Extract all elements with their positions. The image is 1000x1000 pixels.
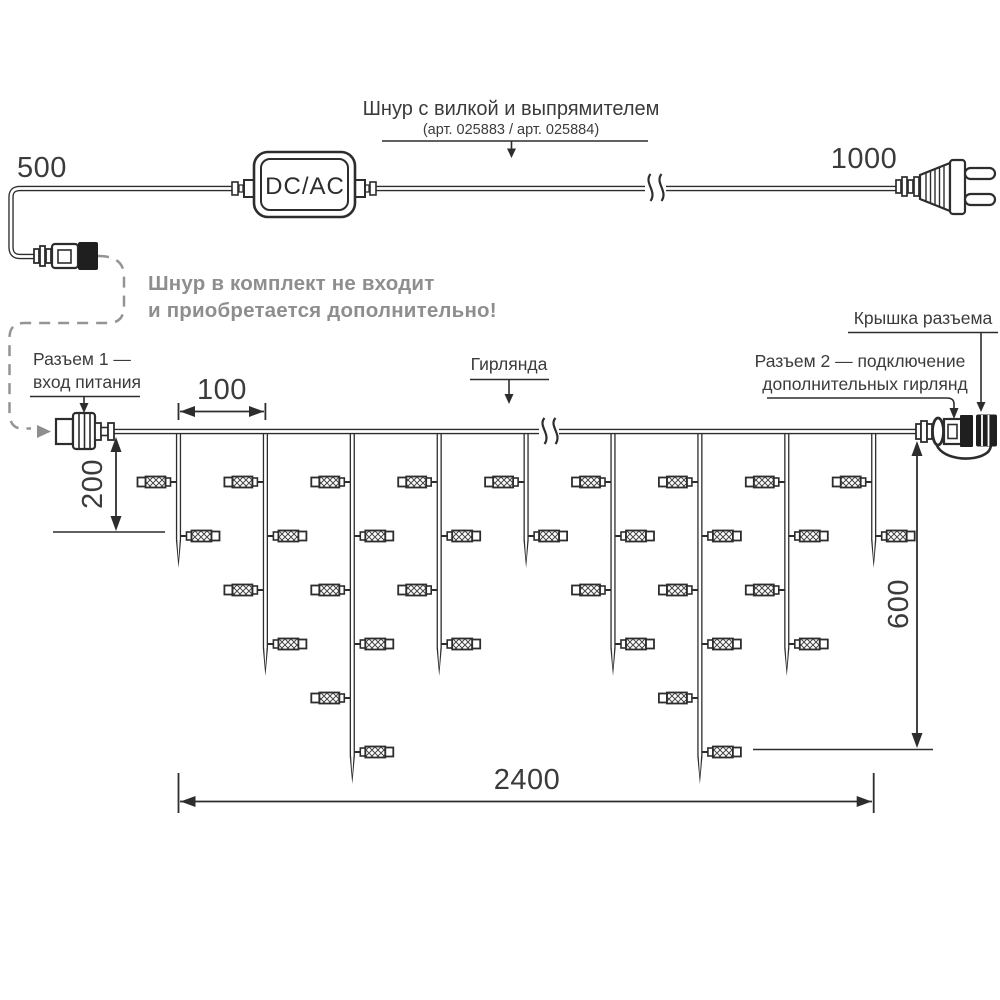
lamp-icon bbox=[572, 477, 611, 488]
lamp-icon bbox=[311, 477, 350, 488]
lamp-icon bbox=[789, 531, 828, 542]
lamp-icon bbox=[311, 585, 350, 596]
lamp-icon bbox=[354, 639, 393, 650]
garland-drop bbox=[572, 430, 654, 676]
lamp-icon bbox=[789, 639, 828, 650]
cord-output-connector bbox=[34, 242, 98, 270]
lamp-icon bbox=[615, 639, 654, 650]
garland-wire bbox=[113, 418, 920, 444]
lamp-icon bbox=[224, 585, 263, 596]
svg-text:100: 100 bbox=[197, 374, 247, 406]
lamp-icon bbox=[441, 531, 480, 542]
connector1 bbox=[56, 413, 114, 449]
lamp-icon bbox=[354, 531, 393, 542]
lamp-icon bbox=[659, 477, 698, 488]
cord-article: (арт. 025883 / арт. 025884) bbox=[422, 122, 600, 138]
garland-callout bbox=[470, 354, 549, 404]
svg-text:200: 200 bbox=[77, 459, 109, 509]
garland-drop bbox=[659, 430, 741, 784]
connector2-label-line1: Разъем 2 — подключение bbox=[754, 351, 966, 371]
lamp-icon bbox=[267, 531, 306, 542]
dashed-connection-path bbox=[10, 256, 125, 438]
lamp-icon bbox=[441, 639, 480, 650]
lamp-icon bbox=[746, 585, 785, 596]
lamp-icon bbox=[876, 531, 915, 542]
wire-break-icon bbox=[648, 174, 663, 201]
dim-1000: 1000 bbox=[830, 143, 898, 175]
garland-drop bbox=[138, 430, 220, 568]
connector1-label-line2: вход питания bbox=[33, 372, 141, 392]
lamp-icon bbox=[354, 747, 393, 758]
lamp-icon bbox=[702, 747, 741, 758]
dim-2400 bbox=[179, 764, 874, 813]
gray-arrow-icon bbox=[37, 425, 51, 438]
note-line2: и приобретается дополнительно! bbox=[148, 299, 497, 322]
lamp-icon bbox=[572, 585, 611, 596]
lamp-icon bbox=[398, 477, 437, 488]
cord-title-callout bbox=[363, 98, 660, 158]
dim-500: 500 bbox=[17, 152, 67, 184]
power-cord bbox=[11, 98, 995, 270]
cord-title: Шнур с вилкой и выпрямителем bbox=[362, 98, 660, 120]
lamp-icon bbox=[702, 639, 741, 650]
lamp-icon bbox=[702, 531, 741, 542]
lamp-icon bbox=[746, 477, 785, 488]
garland-drop bbox=[746, 430, 828, 676]
lamp-icon bbox=[398, 585, 437, 596]
wire-break-icon bbox=[542, 418, 557, 444]
cord-note bbox=[148, 272, 497, 322]
dcac-label: DC/AC bbox=[265, 173, 345, 200]
cap-label: Крышка разъема bbox=[853, 308, 993, 328]
connector2-callout bbox=[755, 351, 968, 419]
lamp-icon bbox=[138, 477, 177, 488]
garland-drop bbox=[311, 430, 393, 784]
lamp-icon bbox=[833, 477, 872, 488]
connector-cap bbox=[976, 415, 997, 447]
lamp-icon bbox=[528, 531, 567, 542]
garland-label: Гирлянда bbox=[470, 354, 548, 374]
dim-100 bbox=[179, 374, 266, 420]
lamp-icon bbox=[485, 477, 524, 488]
dcac-converter bbox=[232, 152, 376, 217]
note-line1: Шнур в комплект не входит bbox=[148, 272, 435, 295]
connector2-label-line2: дополнительных гирлянд bbox=[762, 374, 968, 394]
connector2 bbox=[916, 415, 997, 459]
svg-text:600: 600 bbox=[883, 579, 915, 629]
lamp-icon bbox=[224, 477, 263, 488]
mains-plug-icon bbox=[896, 160, 995, 214]
connector-cap bbox=[78, 242, 98, 270]
garland-drop bbox=[398, 430, 480, 676]
garland-drop bbox=[833, 430, 915, 568]
connector1-label-line1: Разъем 1 — bbox=[33, 349, 131, 369]
svg-text:2400: 2400 bbox=[493, 764, 561, 796]
lamp-icon bbox=[311, 693, 350, 704]
garland-drop bbox=[224, 430, 306, 676]
garland-drops bbox=[138, 430, 915, 784]
garland-drop bbox=[485, 430, 567, 568]
connector1-callout bbox=[30, 349, 141, 413]
lamp-icon bbox=[615, 531, 654, 542]
lamp-icon bbox=[659, 693, 698, 704]
lamp-icon bbox=[659, 585, 698, 596]
lamp-icon bbox=[181, 531, 220, 542]
lamp-icon bbox=[267, 639, 306, 650]
